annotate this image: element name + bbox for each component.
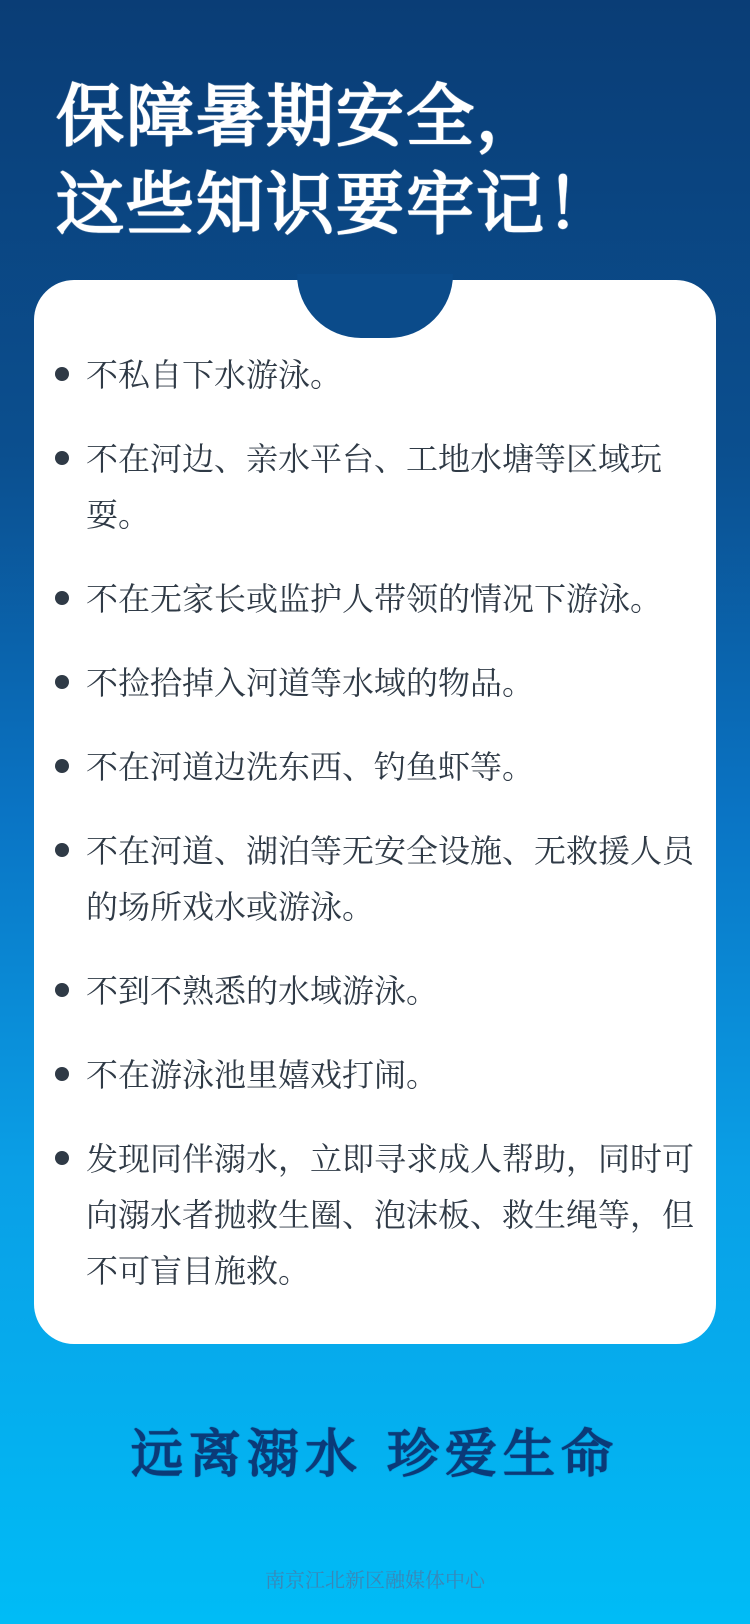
headline-line-2: 这些知识要牢记！ xyxy=(56,166,617,245)
rule-item xyxy=(54,655,704,711)
rule-item xyxy=(54,1047,704,1103)
rule-text: 不在河边、亲水平台、工地水塘等区域玩耍。 xyxy=(86,440,663,534)
rule-item xyxy=(54,963,704,1019)
bullet-dot xyxy=(55,675,69,689)
bullet-dot xyxy=(55,759,69,773)
rule-item xyxy=(54,823,704,935)
headline-line-1: 保障暑期安全， xyxy=(56,78,547,157)
rule-item xyxy=(54,347,704,403)
rule-text: 不捡拾掉入河道等水域的物品。 xyxy=(86,664,535,702)
rule-text: 不私自下水游泳。 xyxy=(86,356,343,394)
bullet-dot xyxy=(55,451,69,465)
rule-text: 不在无家长或监护人带领的情况下游泳。 xyxy=(86,580,663,618)
bullet-dot xyxy=(55,843,69,857)
slogan: 远离溺水 珍爱生命 xyxy=(130,1425,620,1485)
bullet-dot xyxy=(55,1151,69,1165)
bullet-dot xyxy=(55,983,69,997)
rule-item xyxy=(54,739,704,795)
rule-text: 发现同伴溺水，立即寻求成人帮助，同时可向溺水者抛救生圈、泡沫板、救生绳等，但不可盲目施救。 xyxy=(86,1140,695,1290)
bullet-dot xyxy=(55,1067,69,1081)
rule-text: 不到不熟悉的水域游泳。 xyxy=(86,972,439,1010)
headline xyxy=(56,74,716,250)
rule-text: 不在河道、湖泊等无安全设施、无救援人员的场所戏水或游泳。 xyxy=(86,832,695,926)
rule-item xyxy=(54,431,704,543)
safety-rules-list xyxy=(54,347,704,1327)
rule-item xyxy=(54,1131,704,1299)
bullet-dot xyxy=(55,591,69,605)
rule-text: 不在河道边洗东西、钓鱼虾等。 xyxy=(86,748,535,786)
rule-item xyxy=(54,571,704,627)
rule-text: 不在游泳池里嬉戏打闹。 xyxy=(86,1056,439,1094)
publisher-credit: 南京江北新区融媒体中心 xyxy=(265,1568,485,1592)
bullet-dot xyxy=(55,367,69,381)
